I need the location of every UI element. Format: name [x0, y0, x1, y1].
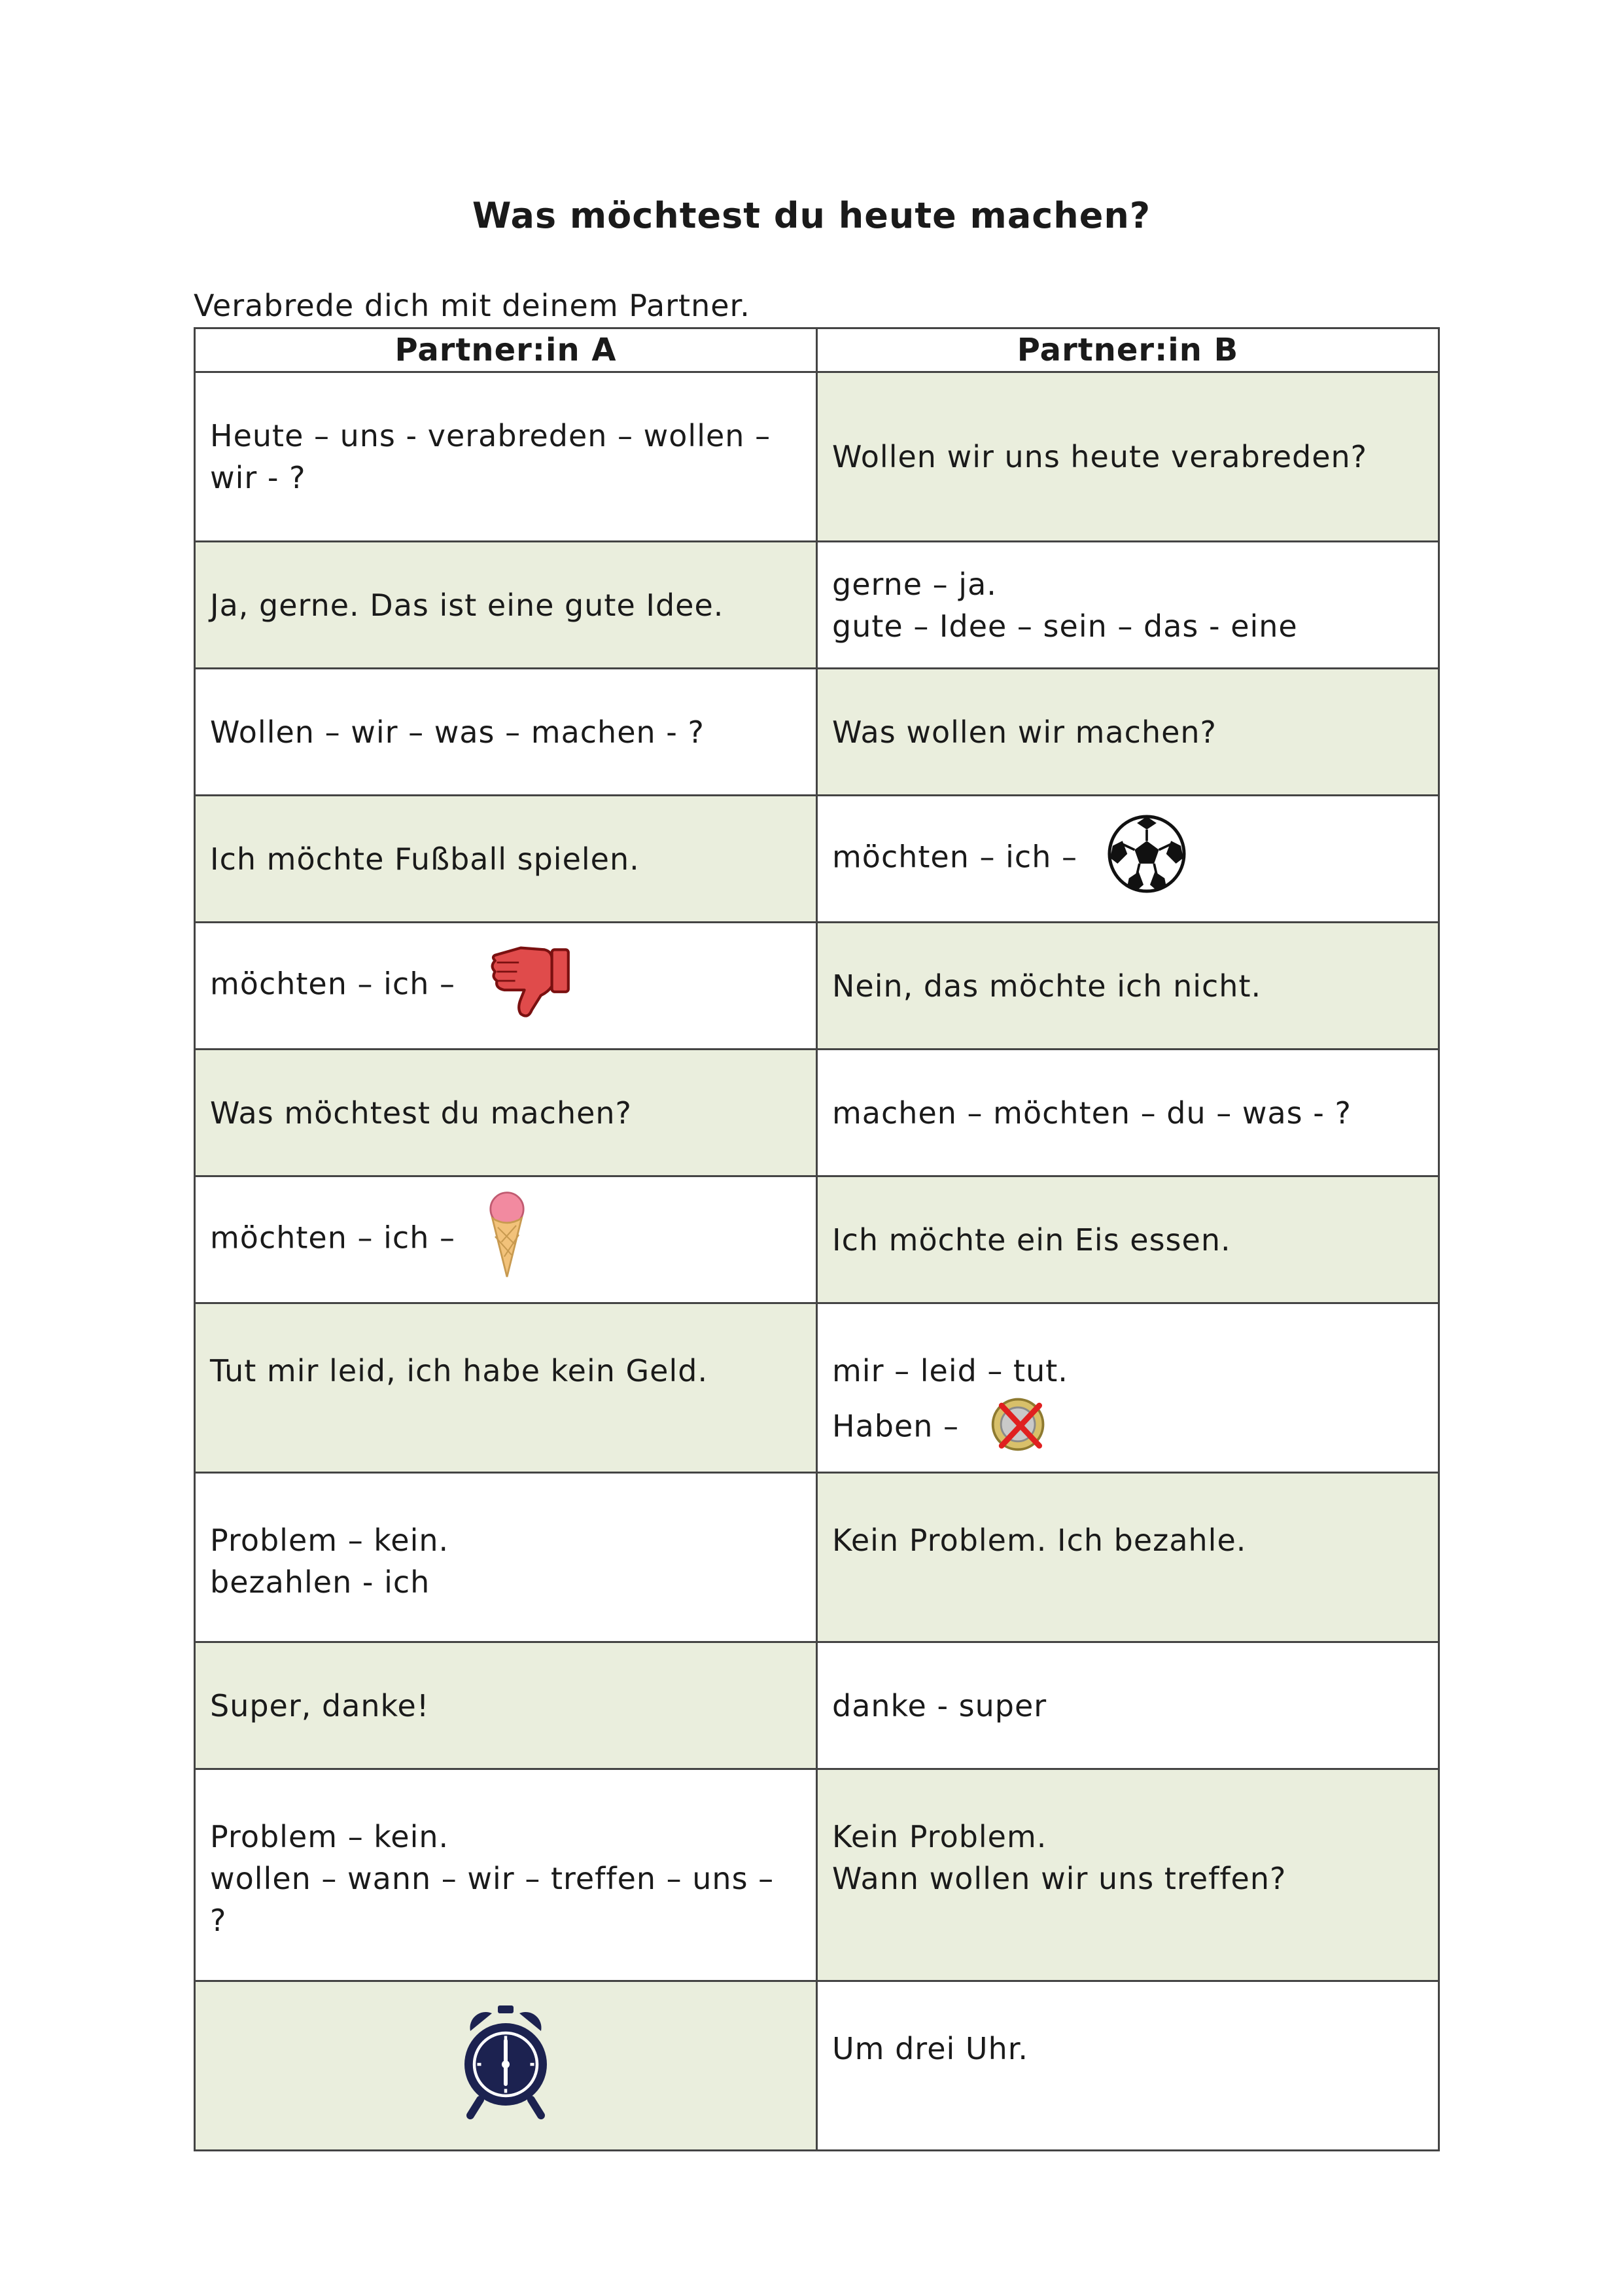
table-row	[195, 669, 1439, 796]
cell-text: Tut mir leid, ich habe kein Geld.	[210, 1353, 708, 1388]
cell-partner-b	[817, 1981, 1439, 2151]
table-header-row	[195, 328, 1439, 372]
cell-partner-b	[817, 1303, 1439, 1473]
cell-text: Um drei Uhr.	[832, 2031, 1029, 2066]
cell-text: gerne – ja.	[832, 566, 997, 602]
table-row	[195, 372, 1439, 542]
cell-text: Ja, gerne. Das ist eine gute Idee.	[210, 587, 724, 623]
cell-text: Problem – kein.	[210, 1819, 449, 1854]
cell-partner-b	[817, 372, 1439, 542]
table-row	[195, 1473, 1439, 1642]
cell-partner-a	[195, 796, 817, 923]
cell-text: Nein, das möchte ich nicht.	[832, 968, 1262, 1004]
header-partner-b: Partner:in B	[817, 328, 1439, 372]
cell-partner-b	[817, 1176, 1439, 1303]
cell-partner-b	[817, 796, 1439, 923]
cell-text: Ich möchte Fußball spielen.	[210, 841, 640, 877]
page-title: Was möchtest du heute machen?	[472, 195, 1151, 236]
cell-partner-a	[195, 542, 817, 669]
table-row	[195, 542, 1439, 669]
ice-cream-icon	[484, 1189, 530, 1291]
soccer-ball-icon	[1106, 813, 1187, 905]
cell-partner-a	[195, 923, 817, 1050]
cell-partner-b	[817, 1050, 1439, 1176]
table-row	[195, 1642, 1439, 1769]
cell-text: Ich möchte ein Eis essen.	[832, 1222, 1231, 1258]
cell-text: wir - ?	[210, 460, 306, 495]
cell-text: möchten – ich –	[210, 1220, 455, 1255]
header-partner-a: Partner:in A	[195, 328, 817, 372]
cell-partner-b	[817, 1642, 1439, 1769]
crossed-coin-icon	[988, 1392, 1051, 1465]
cell-partner-a	[195, 1050, 817, 1176]
cell-text: Wollen wir uns heute verabreden?	[832, 439, 1368, 474]
table-row	[195, 796, 1439, 923]
cell-text: möchten – ich –	[832, 839, 1077, 874]
instruction-text: Verabrede dich mit deinem Partner.	[194, 288, 750, 323]
cell-text: Was wollen wir machen?	[832, 714, 1217, 750]
table-row	[195, 1303, 1439, 1473]
cell-text: Super, danke!	[210, 1687, 430, 1723]
cell-text: Heute – uns - verabreden – wollen –	[210, 418, 771, 453]
cell-partner-b	[817, 1473, 1439, 1642]
cell-text: Was möchtest du machen?	[210, 1095, 632, 1131]
thumbs-down-icon	[484, 935, 576, 1037]
cell-text: ?	[210, 1903, 227, 1938]
cell-text: Kein Problem.	[832, 1819, 1047, 1854]
cell-partner-a	[195, 1642, 817, 1769]
cell-text: möchten – ich –	[210, 966, 455, 1001]
cell-partner-a	[195, 1176, 817, 1303]
table-row	[195, 1769, 1439, 1981]
cell-partner-a	[195, 1981, 817, 2151]
cell-text: Kein Problem. Ich bezahle.	[832, 1523, 1247, 1558]
table-row	[195, 1050, 1439, 1176]
cell-partner-a	[195, 372, 817, 542]
cell-partner-b	[817, 923, 1439, 1050]
cell-text: Problem – kein.	[210, 1523, 449, 1558]
cell-text: mir – leid – tut.	[832, 1353, 1068, 1388]
cell-partner-b	[817, 669, 1439, 796]
table-row	[195, 923, 1439, 1050]
cell-text: Haben –	[832, 1408, 960, 1444]
cell-text: Wollen – wir – was – machen - ?	[210, 714, 705, 750]
cell-partner-a	[195, 669, 817, 796]
alarm-clock-icon	[457, 1998, 555, 2133]
cell-partner-b	[817, 542, 1439, 669]
cell-text: danke - super	[832, 1687, 1047, 1723]
table-row	[195, 1981, 1439, 2151]
cell-partner-a	[195, 1473, 817, 1642]
cell-text: gute – Idee – sein – das - eine	[832, 608, 1298, 644]
cell-partner-a	[195, 1303, 817, 1473]
cell-text: wollen – wann – wir – treffen – uns –	[210, 1861, 775, 1896]
cell-partner-a	[195, 1769, 817, 1981]
table-row	[195, 1176, 1439, 1303]
cell-text: machen – möchten – du – was - ?	[832, 1095, 1352, 1131]
cell-partner-b	[817, 1769, 1439, 1981]
cell-text: Wann wollen wir uns treffen?	[832, 1861, 1287, 1896]
dialogue-table	[194, 327, 1440, 2151]
cell-text: bezahlen - ich	[210, 1564, 430, 1600]
